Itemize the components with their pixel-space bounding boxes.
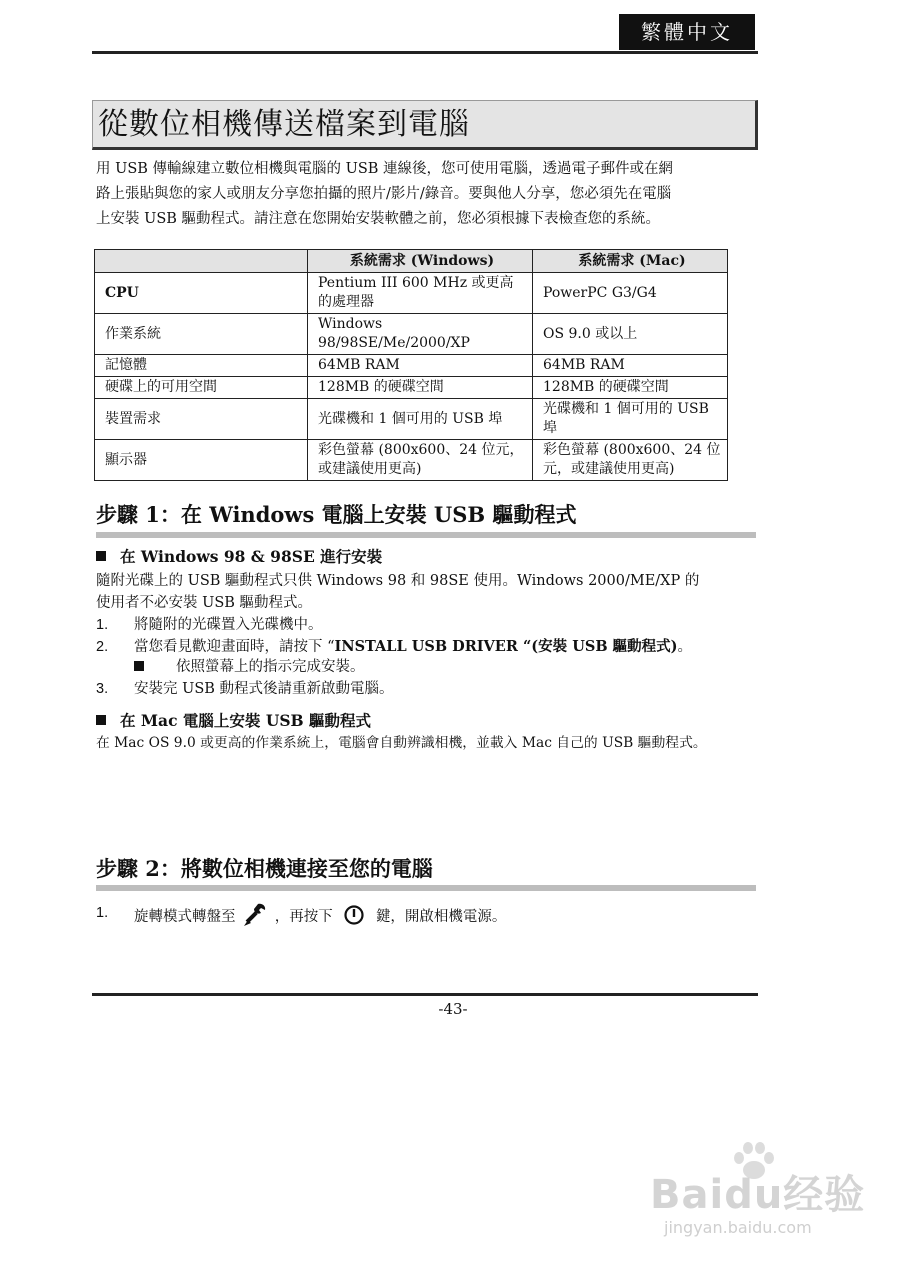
square-bullet-icon: [96, 551, 106, 561]
table-row: [95, 355, 728, 377]
page-title: 從數位相機傳送檔案到電腦: [98, 107, 470, 142]
step-text: [134, 636, 692, 658]
table-cell: 光碟機和 1 個可用的 USB 埠: [533, 399, 728, 440]
table-cell: 光碟機和 1 個可用的 USB 埠: [308, 399, 533, 440]
windows-note-line-1: 隨附光碟上的 USB 驅動程式只供 Windows 98 和 98SE 使用。Windows 2000/ME/XP 的: [96, 573, 700, 589]
table-row: [95, 440, 728, 481]
table-header-cell: 系統需求 (Mac): [533, 250, 728, 273]
table-cell: Windows 98/98SE/Me/2000/XP: [308, 314, 533, 355]
table-cell-label: 硬碟上的可用空間: [95, 377, 308, 399]
windows-install-heading: [96, 546, 382, 568]
intro-line-3: 上安裝 USB 驅動程式。請注意在您開始安裝軟體之前，您必須根據下表檢查您的系統。: [96, 211, 661, 227]
install-usb-driver-label: INSTALL USB DRIVER “(安裝 USB 驅動程式): [334, 638, 678, 655]
windows-note-line-2: 使用者不必安裝 USB 驅動程式。: [96, 595, 313, 611]
watermark-url: jingyan.baidu.com: [664, 1218, 812, 1237]
square-bullet-icon: [96, 715, 106, 725]
table-cell: 128MB 的硬碟空間: [308, 377, 533, 399]
table-cell-label: 作業系統: [95, 314, 308, 355]
mac-note: 在 Mac OS 9.0 或更高的作業系統上，電腦會自動辨識相機，並載入 Mac 自己的 USB 驅動程式。: [96, 735, 707, 751]
intro-line-1: 用 USB 傳輸線建立數位相機與電腦的 USB 連線後，您可使用電腦，透過電子郵件或在網: [96, 161, 674, 177]
step-text: 安裝完 USB 動程式後請重新啟動電腦。: [134, 681, 394, 697]
table-cell: 64MB RAM: [308, 355, 533, 377]
table-header-cell: [95, 250, 308, 273]
windows-install-heading-text: 在 Windows 98 & 98SE 進行安裝: [120, 547, 383, 566]
table-cell-label: 記憶體: [95, 355, 308, 377]
table-row: [95, 314, 728, 355]
table-row: [95, 399, 728, 440]
table-header-row: [95, 250, 728, 273]
step-text-b: ，再按下: [274, 909, 333, 925]
power-button-icon: [343, 904, 365, 926]
step-number: 1.: [96, 617, 109, 633]
step-text-post: 。: [677, 639, 692, 655]
table-cell-label: 顯示器: [95, 440, 308, 481]
table-row: [95, 377, 728, 399]
step-number: 2.: [96, 639, 109, 655]
table-cell: OS 9.0 或以上: [533, 314, 728, 355]
step-1-heading: 步驟 1：在 Windows 電腦上安裝 USB 驅動程式: [96, 502, 577, 527]
square-bullet-icon: [134, 661, 144, 671]
mac-install-heading: [96, 710, 371, 732]
intro-line-2: 路上張貼與您的家人或朋友分享您拍攝的照片/影片/錄音。要與他人分享，您必須先在電腦: [96, 186, 672, 202]
table-cell: 64MB RAM: [533, 355, 728, 377]
step-text-a: 旋轉模式轉盤至: [134, 909, 236, 925]
footer-rule: [92, 993, 758, 996]
table-header-cell: 系統需求 (Windows): [308, 250, 533, 273]
step-2-rule: [96, 885, 756, 891]
step-text: [134, 902, 506, 928]
table-cell: 128MB 的硬碟空間: [533, 377, 728, 399]
step-text-pre: 當您看見歡迎畫面時，請按下 “: [134, 639, 335, 655]
step-1-rule: [96, 532, 756, 538]
step-number: 1.: [96, 905, 109, 921]
mac-install-heading-text: 在 Mac 電腦上安裝 USB 驅動程式: [120, 711, 372, 730]
wrench-setup-icon: [242, 902, 268, 928]
page-number: -43-: [438, 1000, 468, 1018]
step-2-heading: 步驟 2：將數位相機連接至您的電腦: [96, 856, 433, 881]
table-row: [95, 273, 728, 314]
language-tab: 繁體中文: [619, 14, 755, 50]
step-text: 將隨附的光碟置入光碟機中。: [134, 617, 323, 633]
bullet-text: 依照螢幕上的指示完成安裝。: [176, 659, 365, 675]
watermark-brand: Baidu经验: [650, 1172, 866, 1218]
step-text-c: 鍵，開啟相機電源。: [375, 909, 507, 925]
table-cell: Pentium III 600 MHz 或更高的處理器: [308, 273, 533, 314]
step-number: 3.: [96, 681, 109, 697]
table-cell: 彩色螢幕 (800x600、24 位元，或建議使用更高): [533, 440, 728, 481]
header-rule: [92, 51, 758, 54]
system-requirements-table: [94, 249, 728, 481]
table-cell: PowerPC G3/G4: [533, 273, 728, 314]
table-cell: 彩色螢幕 (800x600、24 位元，或建議使用更高): [308, 440, 533, 481]
table-cell-label: CPU: [95, 273, 308, 314]
table-cell-label: 裝置需求: [95, 399, 308, 440]
